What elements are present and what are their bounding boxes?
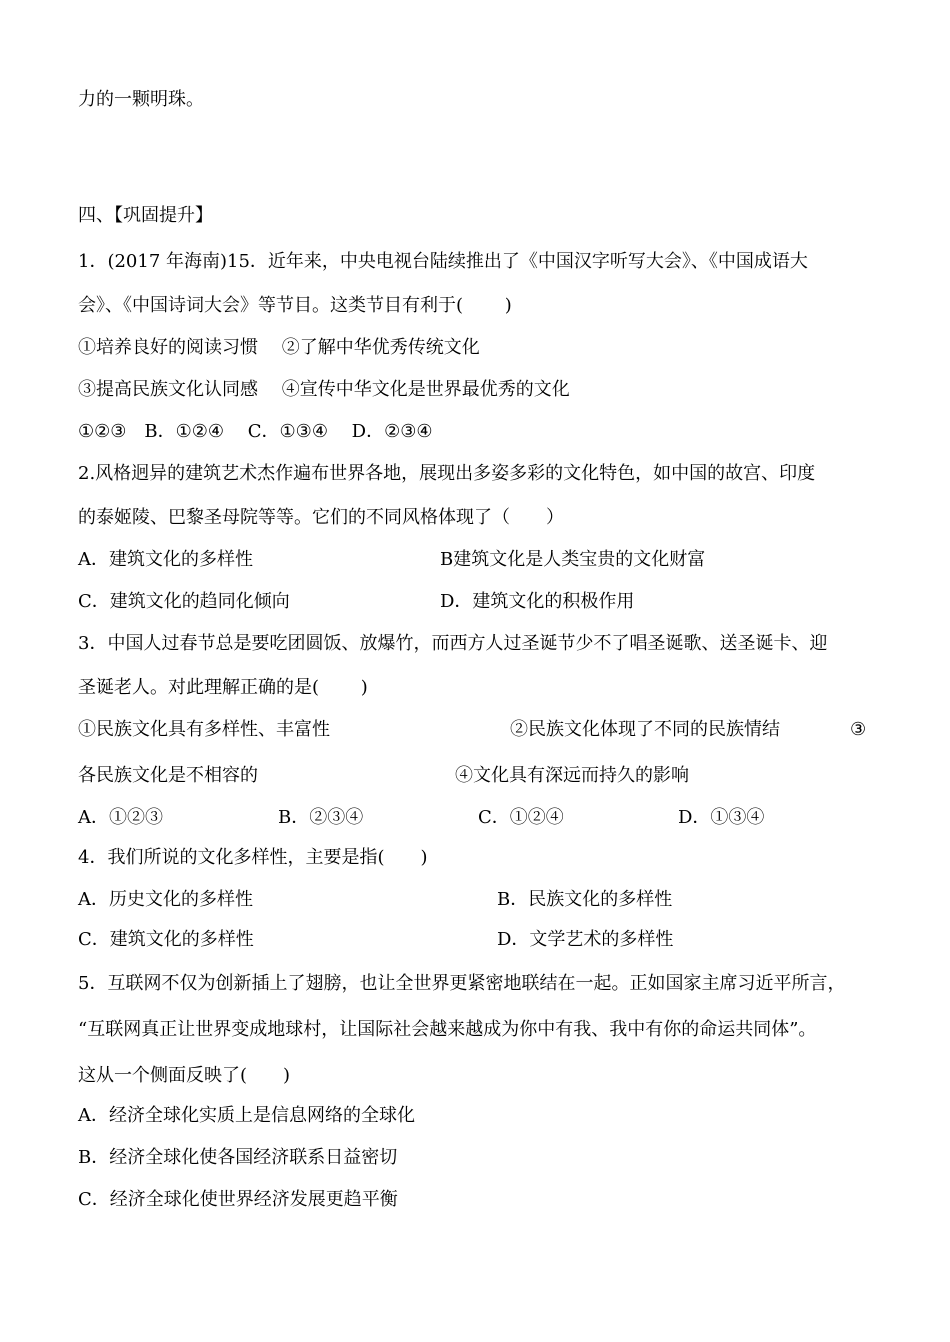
section-heading: 四、【巩固提升】 [78,205,213,226]
question-3-option-a: A．①②③ [78,807,163,828]
question-2-option-b: B建筑文化是人类宝贵的文化财富 [440,549,706,570]
question-4-stem: 4．我们所说的文化多样性，主要是指( ) [78,847,428,868]
question-3-stem: 3．中国人过春节总是要吃团圆饭、放爆竹，而西方人过圣诞节少不了唱圣诞歌、送圣诞卡、迎 [78,633,828,654]
question-1-stem-cont: 会》、《中国诗词大会》等节目。这类节目有利于( ) [78,295,512,316]
question-2-option-a: A．建筑文化的多样性 [78,549,253,570]
question-3-statement-3: 各民族文化是不相容的 [78,765,258,786]
question-4-option-d: D．文学艺术的多样性 [497,929,674,950]
question-3-statement-1: ①民族文化具有多样性、丰富性 [78,719,330,740]
question-1-statements-b: ③提高民族文化认同感 ④宣传中华文化是世界最优秀的文化 [78,379,570,400]
question-3-option-b: B．②③④ [278,807,364,828]
question-1-options: ①②③ B．①②④ C．①③④ D．②③④ [78,421,433,442]
question-5-option-b: B．经济全球化使各国经济联系日益密切 [78,1147,398,1168]
question-1-statements-a: ①培养良好的阅读习惯 ②了解中华优秀传统文化 [78,337,480,358]
question-3-option-c: C．①②④ [478,807,564,828]
question-3-statement-3-marker: ③ [850,719,867,740]
question-4-option-c: C．建筑文化的多样性 [78,929,254,950]
question-4-option-b: B．民族文化的多样性 [497,889,673,910]
question-4-option-a: A．历史文化的多样性 [78,889,253,910]
question-3-option-d: D．①③④ [678,807,765,828]
question-5-option-c: C．经济全球化使世界经济发展更趋平衡 [78,1189,398,1210]
text-line: 力的一颗明珠。 [78,89,204,110]
question-5-option-a: A．经济全球化实质上是信息网络的全球化 [78,1105,415,1126]
question-3-statement-4: ④文化具有深远而持久的影响 [455,765,689,786]
question-5-stem-cont: “互联网真正让世界变成地球村，让国际社会越来越成为你中有我、我中有你的命运共同体”。 [78,1019,817,1040]
question-2-stem-cont: 的泰姬陵、巴黎圣母院等等。它们的不同风格体现了（ ） [78,507,564,528]
question-3-statement-2: ②民族文化体现了不同的民族情结 [510,719,780,740]
question-2-option-c: C．建筑文化的趋同化倾向 [78,591,290,612]
question-5-stem-end: 这从一个侧面反映了( ) [78,1065,291,1086]
question-3-stem-cont: 圣诞老人。对此理解正确的是( ) [78,677,368,698]
question-5-stem: 5．互联网不仅为创新插上了翅膀，也让全世界更紧密地联结在一起。正如国家主席习近平所言， [78,973,846,994]
question-2-option-d: D．建筑文化的积极作用 [440,591,635,612]
question-2-stem: 2.风格迥异的建筑艺术杰作遍布世界各地，展现出多姿多彩的文化特色，如中国的故宫、印度 [78,463,816,484]
question-1-stem: 1．(2017 年海南)15．近年来，中央电视台陆续推出了《中国汉字听写大会》、《中国成语大 [78,251,808,272]
